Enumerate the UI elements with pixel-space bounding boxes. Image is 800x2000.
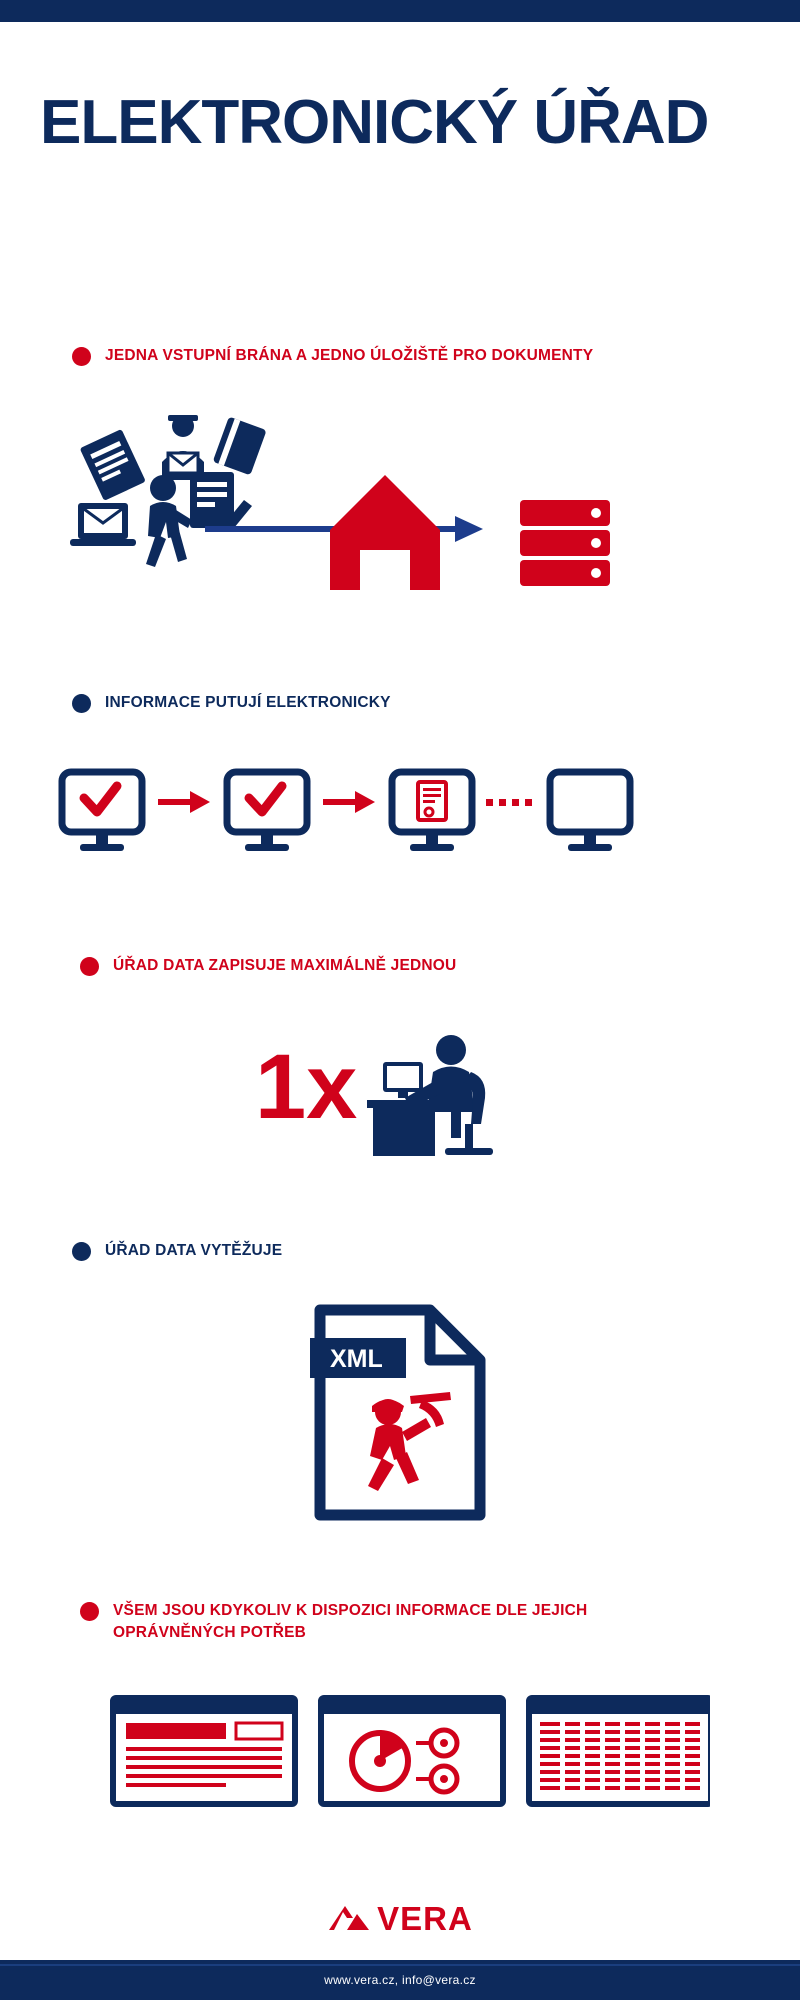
section-heading-3-text: ÚŘAD DATA ZAPISUJE MAXIMÁLNĚ JEDNOU <box>113 957 457 974</box>
bullet-icon <box>72 347 91 366</box>
xml-label: XML <box>330 1345 383 1373</box>
value-1x-label: 1x <box>255 1036 358 1138</box>
section-heading-1-text: JEDNA VSTUPNÍ BRÁNA A JEDNO ÚLOŽIŠTĚ PRO DOKUMENTY <box>105 347 594 364</box>
brand-logo <box>0 1900 800 1939</box>
official-person-icon <box>162 415 204 480</box>
arrow-right <box>323 791 375 813</box>
document-icon <box>80 429 146 501</box>
report-window-icon <box>113 1698 295 1804</box>
dotted-arrow <box>486 799 532 806</box>
section-1-illustration <box>50 410 700 615</box>
clerk-at-desk-icon <box>367 1035 493 1156</box>
footer-bar <box>0 1960 800 2000</box>
section-heading-4 <box>72 1240 632 1262</box>
section-heading-2-text: INFORMACE PUTUJÍ ELEKTRONICKY <box>105 694 391 711</box>
brand-logo-text: VERA <box>377 1900 473 1937</box>
section-heading-2 <box>72 692 632 714</box>
page-title: ELEKTRONICKÝ ÚŘAD <box>40 88 709 157</box>
top-bar <box>0 0 800 22</box>
section-heading-1 <box>72 345 632 367</box>
monitor-check-icon <box>62 772 142 851</box>
house-gateway-icon <box>330 475 440 590</box>
section-3-illustration <box>255 1028 555 1163</box>
section-4-illustration <box>310 1300 510 1535</box>
laptop-mail-icon <box>70 503 136 546</box>
section-heading-4-text: ÚŘAD DATA VYTĚŽUJE <box>105 1242 283 1259</box>
section-heading-3 <box>80 955 640 977</box>
bullet-icon <box>72 1242 91 1261</box>
chart-window-icon <box>321 1698 503 1804</box>
footer-divider <box>0 1964 800 1966</box>
bullet-icon <box>80 957 99 976</box>
section-heading-5-text: VŠEM JSOU KDYKOLIV K DISPOZICI INFORMACE DLE JEJICH OPRÁVNĚNÝCH POTŘEB <box>113 1602 588 1642</box>
footer-url: www.vera.cz, info@vera.cz <box>324 1973 476 1987</box>
notebook-icon <box>213 417 267 476</box>
monitor-check-icon <box>227 772 307 851</box>
bullet-icon <box>72 694 91 713</box>
section-5-illustration <box>110 1695 710 1815</box>
database-server-icon <box>520 500 610 586</box>
arrow-right <box>158 791 210 813</box>
monitor-blank-icon <box>550 772 630 851</box>
table-window-icon <box>529 1698 710 1804</box>
monitor-document-signed-icon <box>392 772 472 851</box>
section-2-illustration <box>58 768 688 883</box>
vera-mark-icon <box>327 1904 371 1934</box>
signed-form-icon <box>190 472 252 528</box>
section-heading-5 <box>80 1600 650 1645</box>
citizen-walking-icon <box>146 475 192 567</box>
bullet-icon <box>80 1602 99 1621</box>
